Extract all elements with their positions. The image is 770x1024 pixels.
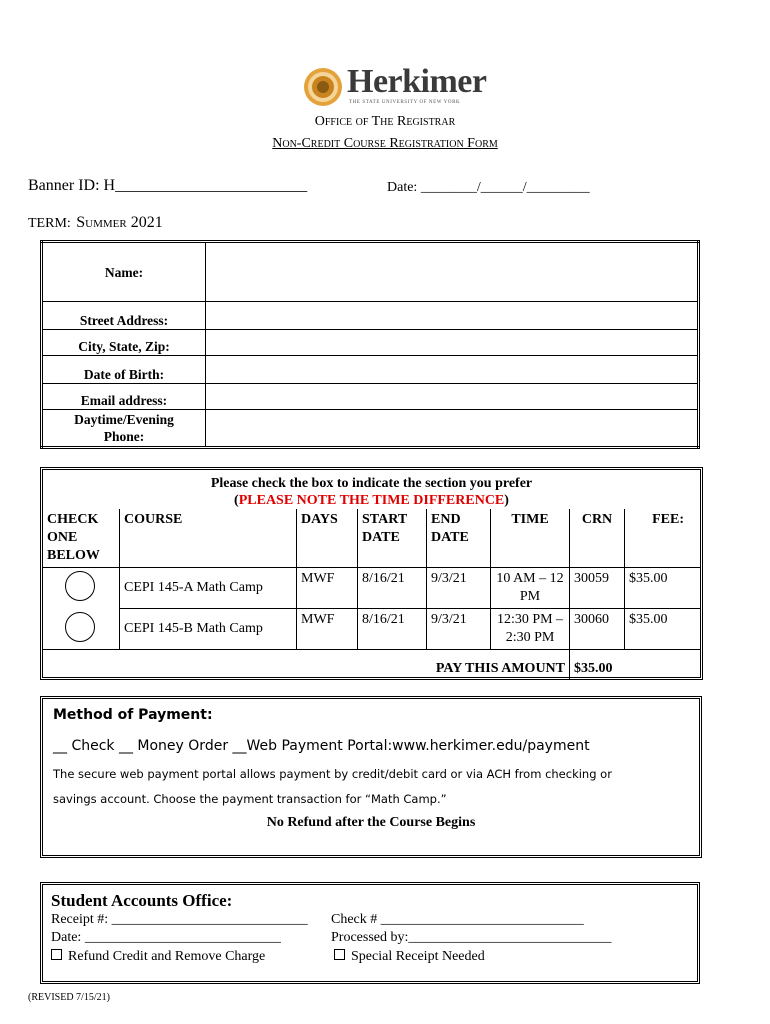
date-field[interactable]: Date: ________/______/_________: [387, 180, 590, 195]
pay-amount-value: $35.00: [574, 661, 613, 676]
city-input[interactable]: [206, 330, 699, 356]
term-label: TERM:: [28, 216, 71, 231]
revised-date: (REVISED 7/15/21): [28, 992, 110, 1003]
refund-credit-checkbox[interactable]: [51, 949, 62, 960]
refund-credit-option[interactable]: [51, 949, 265, 965]
email-label: Email address:: [42, 384, 206, 410]
herkimer-logo: [303, 63, 495, 109]
refund-credit-label: Refund Credit and Remove Charge: [68, 949, 266, 964]
course-instruction: Please check the box to indicate the section you prefer: [210, 476, 533, 491]
special-receipt-label: Special Receipt Needed: [351, 949, 485, 964]
time-a: 10 AM – 12 PM: [491, 568, 570, 609]
payment-desc-2: savings account. Choose the payment transaction for “Math Camp.”: [53, 792, 447, 806]
name-input[interactable]: [206, 242, 699, 302]
select-section-a-radio[interactable]: [65, 571, 95, 601]
start-b: 8/16/21: [358, 609, 427, 650]
col-time: TIME: [491, 509, 570, 568]
email-input[interactable]: [206, 384, 699, 410]
street-input[interactable]: [206, 302, 699, 330]
days-b: MWF: [297, 609, 358, 650]
course-name-b: CEPI 145-B Math Camp: [120, 609, 297, 650]
processed-by-field[interactable]: Processed by:_____________________________: [331, 930, 612, 945]
col-days: DAYS: [297, 509, 358, 568]
refund-policy: No Refund after the Course Begins: [266, 815, 476, 830]
banner-id-field[interactable]: Banner ID: H________________________: [28, 177, 308, 194]
days-a: MWF: [297, 568, 358, 609]
fee-a: $35.00: [625, 568, 701, 609]
crn-a: 30059: [570, 568, 625, 609]
college-seal-icon: [303, 67, 343, 107]
col-start: START DATE: [358, 509, 427, 568]
dob-label: Date of Birth:: [42, 356, 206, 384]
payment-title: Method of Payment:: [53, 707, 213, 723]
date-processed-field[interactable]: Date: ____________________________: [51, 930, 281, 945]
start-a: 8/16/21: [358, 568, 427, 609]
select-section-b-radio[interactable]: [65, 612, 95, 642]
col-end: END DATE: [427, 509, 491, 568]
term-value: Summer 2021: [76, 214, 163, 231]
logo-wordmark: Herkimer: [347, 63, 487, 100]
pay-amount-label: PAY THIS AMOUNT: [43, 650, 570, 681]
course-table: [43, 509, 700, 680]
student-info-table: [40, 240, 700, 449]
city-label: City, State, Zip:: [42, 330, 206, 356]
col-crn: CRN: [570, 509, 625, 568]
course-name-a: CEPI 145-A Math Camp: [120, 568, 297, 609]
student-accounts-box: [40, 882, 700, 984]
col-check: CHECK ONE BELOW: [43, 509, 120, 568]
receipt-field[interactable]: Receipt #: ____________________________: [51, 912, 308, 927]
check-number-field[interactable]: Check # _____________________________: [331, 912, 584, 927]
course-row-b: [43, 609, 700, 650]
col-fee: FEE:: [652, 512, 684, 527]
name-label: Name:: [42, 242, 206, 302]
form-title: Non-Credit Course Registration Form: [272, 136, 498, 151]
course-selection-box: [40, 467, 703, 680]
phone-label: Daytime/Evening Phone:: [42, 410, 206, 448]
col-course: COURSE: [120, 509, 297, 568]
special-receipt-option[interactable]: [334, 949, 485, 965]
payment-options[interactable]: __ Check __ Money Order __Web Payment Portal:www.herkimer.edu/payment: [53, 738, 590, 754]
fee-b: $35.00: [625, 609, 701, 650]
time-note: (PLEASE NOTE THE TIME DIFFERENCE): [234, 493, 509, 508]
special-receipt-checkbox[interactable]: [334, 949, 345, 960]
term-line: [28, 214, 163, 232]
phone-input[interactable]: [206, 410, 699, 448]
time-note-text: PLEASE NOTE THE TIME DIFFERENCE: [238, 493, 505, 508]
logo-subtitle: THE STATE UNIVERSITY OF NEW YORK: [349, 100, 461, 105]
course-row-a: [43, 568, 700, 609]
street-label: Street Address:: [42, 302, 206, 330]
office-heading: Office of The Registrar: [314, 114, 456, 129]
end-b: 9/3/21: [427, 609, 491, 650]
dob-input[interactable]: [206, 356, 699, 384]
payment-box: [40, 696, 702, 858]
end-a: 9/3/21: [427, 568, 491, 609]
accounts-title: Student Accounts Office:: [51, 891, 233, 910]
time-b: 12:30 PM – 2:30 PM: [491, 609, 570, 650]
payment-desc-1: The secure web payment portal allows payment by credit/debit card or via ACH from checking or: [53, 767, 612, 781]
crn-b: 30060: [570, 609, 625, 650]
